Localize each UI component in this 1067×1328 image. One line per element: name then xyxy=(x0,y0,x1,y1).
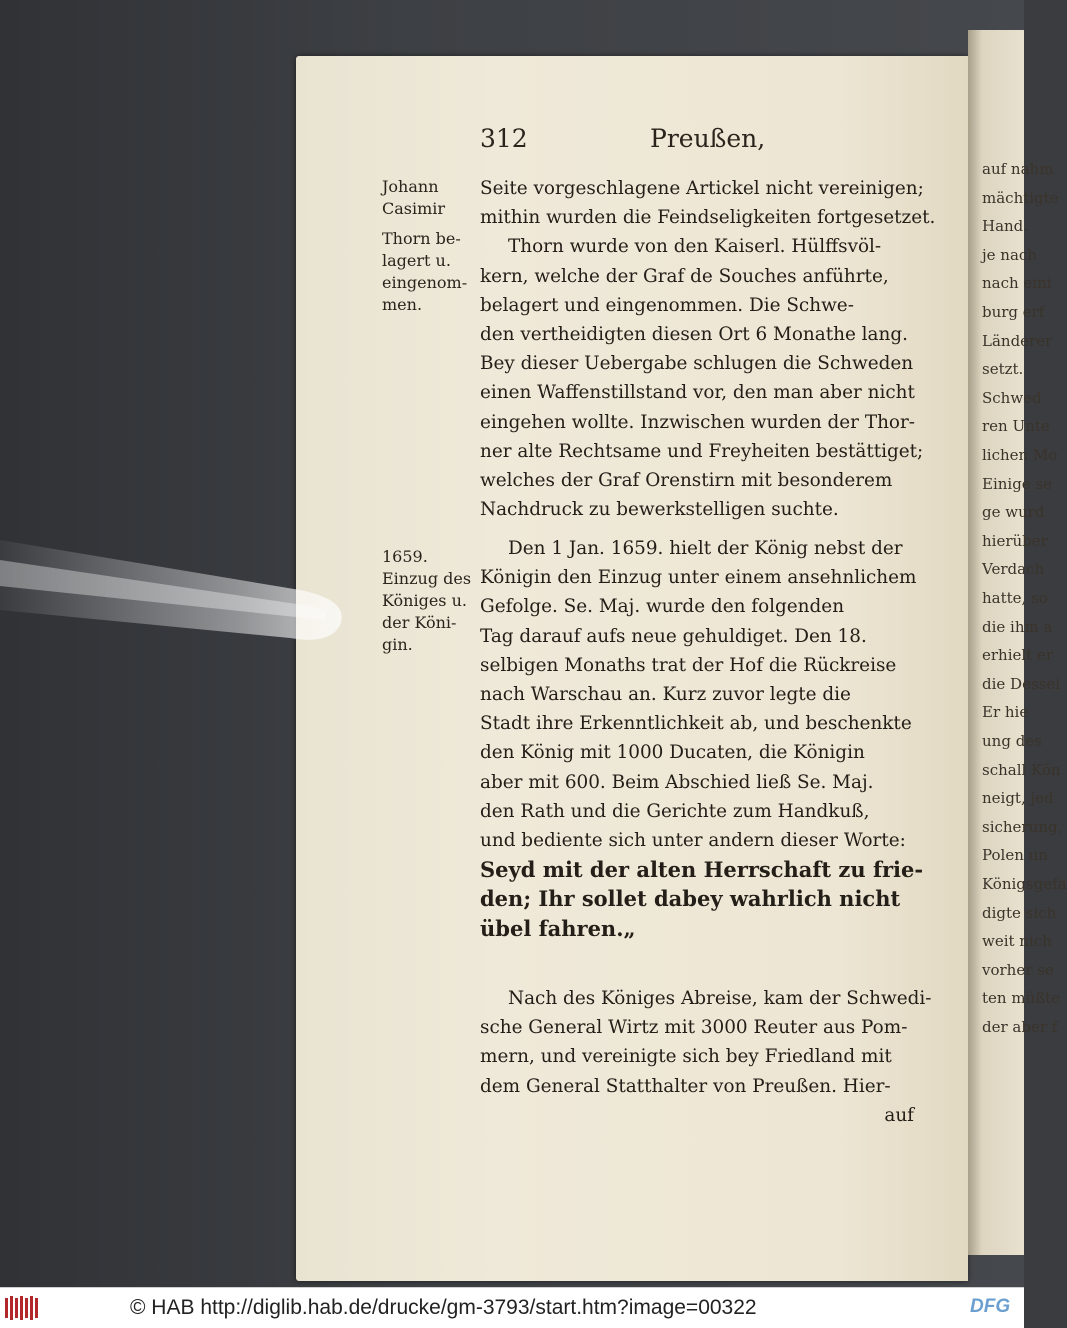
text-line: selbigen Monaths trat der Hof die Rückreise xyxy=(480,654,897,676)
facing-page-line: Hand. xyxy=(982,217,1029,236)
facing-page-edge xyxy=(968,30,1067,1255)
text-line: den vertheidigten diesen Ort 6 Monathe lang. xyxy=(480,324,908,346)
facing-page-line: Einige se xyxy=(982,474,1053,493)
facing-page-line: Er hie xyxy=(982,703,1029,722)
text-line: belagert und eingenommen. Die Schwe- xyxy=(480,294,854,316)
copyright-credit: © HAB http://diglib.hab.de/drucke/gm-3793/start.htm?image=00322 xyxy=(130,1296,757,1319)
text-line: Nach des Königes Abreise, kam der Schwedi- xyxy=(508,988,932,1009)
text-line: Stadt ihre Erkenntlichkeit ab, und beschenkte xyxy=(480,713,912,735)
facing-page-line: weit nich xyxy=(982,932,1052,951)
text-line: Tag darauf aufs neue gehuldiget. Den 18. xyxy=(480,625,867,647)
quote-line: den; Ihr sollet dabey wahrlich nicht xyxy=(480,886,901,912)
text-line: einen Waffenstillstand vor, den man aber nicht xyxy=(480,382,915,404)
margin-note-line: Thorn be- xyxy=(382,229,461,248)
margin-note-line: lagert u. xyxy=(382,251,451,270)
facing-page-line: die ihm a xyxy=(982,617,1053,636)
catchword: auf xyxy=(884,1104,914,1126)
running-title: Preußen, xyxy=(650,124,766,153)
facing-page-line: Königsgefa xyxy=(982,875,1067,893)
quote-line: Seyd mit der alten Herrschaft zu frie- xyxy=(480,857,924,883)
facing-page-line: die Dessei xyxy=(982,674,1061,693)
margin-note-1659 xyxy=(382,546,476,656)
facing-page-line: der aber f xyxy=(982,1018,1058,1036)
facing-page-line: Polen un xyxy=(982,846,1048,865)
margin-note-line: men. xyxy=(382,295,423,314)
facing-page-line: ge wurd xyxy=(982,503,1045,522)
text-line: mern, und vereinigte sich bey Friedland mit xyxy=(480,1046,892,1068)
paragraph-thorn xyxy=(480,174,936,524)
facing-page-line: hierüber xyxy=(982,531,1048,550)
margin-note-johann-casimir xyxy=(382,176,476,316)
text-line: Königin den Einzug unter einem ansehnlichem xyxy=(480,567,917,589)
dfg-logo-icon: DFG xyxy=(970,1296,1011,1317)
text-line: ner alte Rechtsame und Freyheiten bestättiget; xyxy=(480,440,924,462)
facing-page-line: ten müßte xyxy=(982,989,1061,1008)
text-line: den König mit 1000 Ducaten, die Königin xyxy=(480,742,865,764)
facing-page-line: nach eini xyxy=(982,274,1052,293)
paragraph-1659-entry xyxy=(480,534,930,943)
text-line: Seite vorgeschlagene Artickel nicht vereinigen; xyxy=(480,178,924,199)
margin-note-line: Casimir xyxy=(382,199,446,218)
text-line: Gefolge. Se. Maj. wurde den folgenden xyxy=(480,596,845,618)
text-line: welches der Graf Orenstirn mit besonderem xyxy=(480,470,893,492)
margin-note-line: Königes u. xyxy=(382,591,467,610)
facing-page-line: neigt, jed xyxy=(982,789,1054,808)
facing-page-line: Länderer xyxy=(982,331,1053,350)
facing-page-line: vorher se xyxy=(982,960,1054,979)
text-line: Nachdruck zu bewerkstelligen suchte. xyxy=(480,499,839,521)
text-line: mithin wurden die Feindseligkeiten fortgesetzet. xyxy=(480,207,936,229)
footer-bar xyxy=(0,1287,1024,1328)
text-line: dem General Statthalter von Preußen. Hier- xyxy=(480,1075,891,1097)
text-line: Den 1 Jan. 1659. hielt der König nebst der xyxy=(508,538,903,559)
margin-note-line: gin. xyxy=(382,635,413,654)
facing-page-line: Verdach xyxy=(982,560,1045,579)
margin-note-line: eingenom- xyxy=(382,273,468,292)
text-line: den Rath und die Gerichte zum Handkuß, xyxy=(480,800,870,822)
text-line: Thorn wurde von den Kaiserl. Hülffsvöl- xyxy=(508,236,882,258)
facing-page-line: hatte, so xyxy=(982,589,1048,607)
facing-page-line: burg erf xyxy=(982,303,1045,321)
text-line: Bey dieser Uebergabe schlugen die Schweden xyxy=(480,353,914,375)
quote-line: übel fahren.„ xyxy=(480,915,636,941)
facing-page-line: ren Unte xyxy=(982,417,1050,436)
facing-page-line: digte sich xyxy=(982,903,1057,922)
facing-page-line: setzt. xyxy=(982,360,1024,379)
margin-note-line: 1659. xyxy=(382,547,428,566)
text-line: eingehen wollte. Inzwischen wurden der Thor- xyxy=(480,411,916,433)
hab-logo-icon xyxy=(4,1294,42,1322)
margin-note-line: Einzug des xyxy=(382,569,472,588)
text-line: aber mit 600. Beim Abschied ließ Se. Maj. xyxy=(480,771,874,793)
text-line: kern, welche der Graf de Souches anführte, xyxy=(480,265,889,287)
margin-note-line: der Köni- xyxy=(382,613,457,632)
margin-note-line: Johann xyxy=(382,177,439,196)
facing-page-line: sicherung, xyxy=(982,817,1063,836)
text-line: nach Warschau an. Kurz zuvor legte die xyxy=(480,684,851,706)
facing-page-line: schall Kön xyxy=(982,760,1061,779)
paragraph-wirtz xyxy=(480,984,930,1130)
facing-page-line: ung des xyxy=(982,732,1042,750)
text-line: sche General Wirtz mit 3000 Reuter aus Pom- xyxy=(480,1017,908,1039)
facing-page-line: erhielt er xyxy=(982,646,1054,665)
facing-page-line: mächtigte xyxy=(982,188,1059,207)
facing-page-line: je nach xyxy=(982,245,1037,264)
text-line: und bediente sich unter andern dieser Worte: xyxy=(480,830,906,852)
facing-page-line: auf nahm xyxy=(982,160,1054,178)
page-number: 312 xyxy=(480,124,528,153)
facing-page-line: lichen Mo xyxy=(982,446,1058,464)
facing-page-line: Schwed xyxy=(982,388,1042,407)
